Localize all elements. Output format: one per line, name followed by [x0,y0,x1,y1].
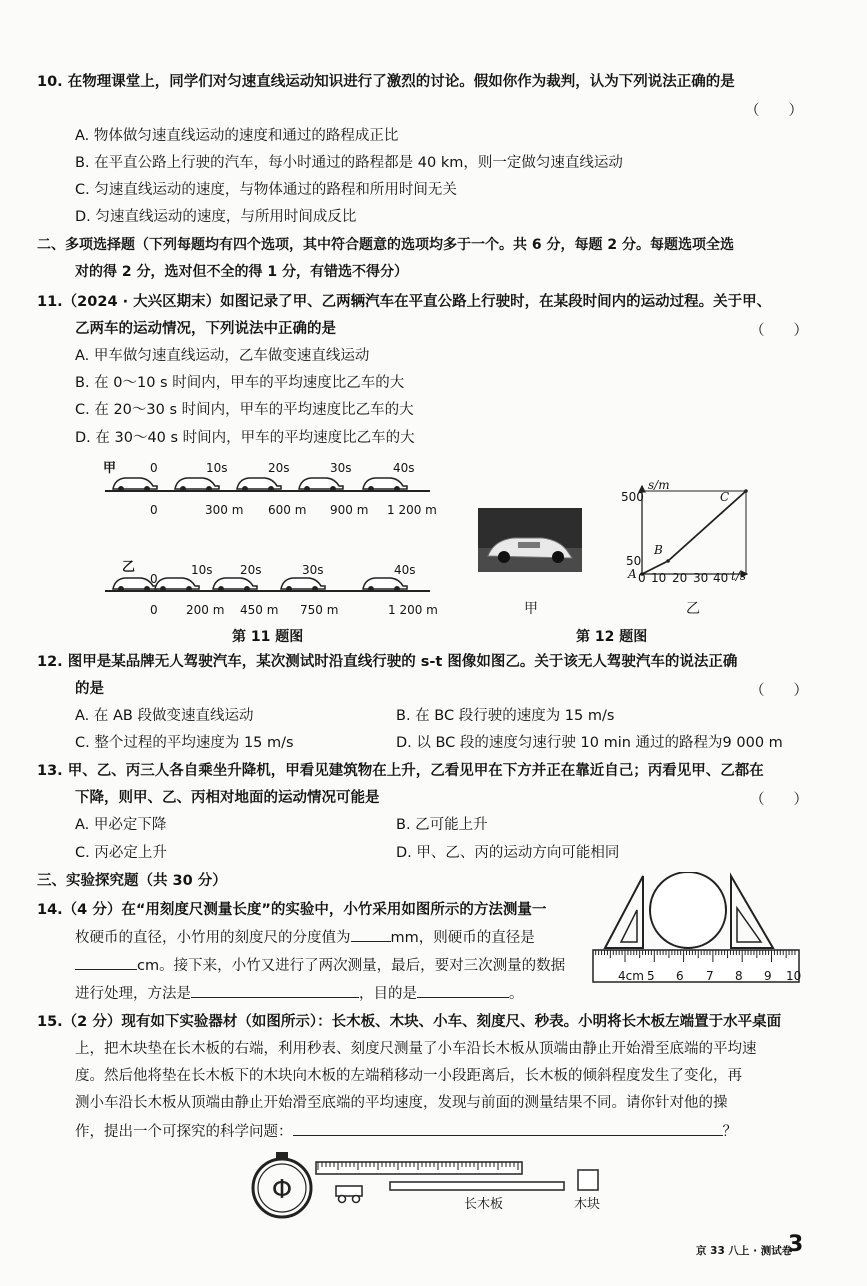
q14-text-4c: 。 [509,986,524,1002]
time-b-20: 20s [240,563,262,577]
point-C [744,489,748,493]
q12-option-c: C. 整个过程的平均速度为 15 m/s [75,735,294,751]
section3-heading: 三、实验探究题（共 30 分） [37,873,227,889]
point-c-label: C [720,490,730,504]
x-tick-40: 40 [713,571,729,585]
q15-line3: 度。然后他将垫在长木板下的木块向木板的左端稍移动一小段距离后，长木板的倾斜程度发生了变化，再 [75,1068,742,1084]
q12-answer-paren[interactable]: （ ） [750,683,808,699]
q11-stem-line1: 11.（2024 · 大兴区期末）如图记录了甲、乙两辆汽车在平直公路上行驶时，在某段时间内的运动过程。关于甲、 [37,294,772,310]
q15-text-5b: ？ [722,1124,737,1140]
page-number: 3 [788,1232,804,1257]
long-board [390,1182,564,1190]
q14-text-3a: cm。接下来，小竹又进行了两次测量，最后，要对三次测量的数据 [137,958,566,974]
q11-option-c: C. 在 20～30 s 时间内，甲车的平均速度比乙车的大 [75,402,414,418]
q15-line2: 上，把木块垫在长木板的右端，利用秒表、刻度尺测量了小车沿长木板从顶端由静止开始滑至底端的平均速 [75,1041,757,1057]
time-b-10: 10s [191,563,213,577]
dist-b-450: 450 m [240,603,279,617]
stopwatch-icon [253,1152,311,1217]
dist-b-0: 0 [150,603,158,617]
y-tick-50: 50 [626,554,642,568]
time-b-0: 0 [150,572,158,586]
q14-line2 [75,927,535,948]
ruler-label-7: 7 [706,969,714,983]
q10-option-b: B. 在平直公路上行驶的汽车，每小时通过的路程都是 40 km，则一定做匀速直线运动 [75,155,623,171]
q14-text-4a: 进行处理，方法是 [75,986,191,1002]
x-tick-10: 10 [651,571,667,585]
svg-text:Φ: Φ [271,1175,293,1205]
q13-option-c: C. 丙必定上升 [75,845,167,861]
time-b-40: 40s [394,563,416,577]
point-a-label: A [628,567,637,581]
dist-a-300: 300 m [205,503,244,517]
q10-stem: 10. 在物理课堂上，同学们对匀速直线运动知识进行了激烈的讨论。假如你作为裁判，认为下列说法正确的是 [37,74,735,90]
q12-stem-line1: 12. 图甲是某品牌无人驾驶汽车，某次测试时沿直线行驶的 s-t 图像如图乙。关于该无人驾驶汽车的说法正确 [37,654,738,670]
q12-option-a: A. 在 AB 段做变速直线运动 [75,708,254,724]
q14-line4 [75,983,524,1004]
q11-option-a: A. 甲车做匀速直线运动，乙车做变速直线运动 [75,348,370,364]
ruler-label-5: 5 [647,969,655,983]
dist-a-0: 0 [150,503,158,517]
q15-line5 [75,1121,737,1142]
cart-icon [336,1186,362,1203]
ruler-label-9: 9 [764,969,772,983]
y-tick-500: 500 [621,490,644,504]
q14-blank-diameter[interactable] [75,955,137,970]
q14-line1: 14.（4 分）在“用刻度尺测量长度”的实验中，小竹采用如图所示的方法测量一 [37,902,547,918]
section2-heading-line1: 二、多项选择题（下列每题均有四个选项，其中符合题意的选项均多于一个。共 6 分，每题 2 分。每题选项全选 [37,237,734,253]
label-long-board: 长木板 [464,1197,504,1212]
q15-line4: 测小车沿长木板从顶端由静止开始滑至底端的平均速度，发现与前面的测量结果不同。请你针对他的操 [75,1095,728,1111]
q12-option-d: D. 以 BC 段的速度匀速行驶 10 min 通过的路程为9 000 m [396,735,783,751]
self-driving-car-photo [478,508,582,572]
car-a-label: 甲 [103,461,117,476]
point-B [666,559,670,563]
q13-answer-paren[interactable]: （ ） [750,792,808,808]
q14-text-2b: mm，则硬币的直径是 [390,930,535,946]
left-set-square [605,876,643,948]
q15-text-5a: 作，提出一个可探究的科学问题： [75,1124,293,1140]
q13-stem-line1: 13. 甲、乙、丙三人各自乘坐升降机，甲看见建筑物在上升，乙看见甲在下方并正在靠近自己；丙看见甲、乙都在 [37,763,764,779]
q14-line3 [75,955,565,976]
q12-option-b: B. 在 BC 段行驶的速度为 15 m/s [396,708,615,724]
q11-figure-caption: 第 11 题图 [232,629,304,645]
dist-a-900: 900 m [330,503,369,517]
q10-answer-paren[interactable]: （ ） [745,103,803,119]
q14-blank-division[interactable] [351,927,391,942]
q10-option-a: A. 物体做匀速直线运动的速度和通过的路程成正比 [75,128,399,144]
time-a-20: 20s [268,461,290,475]
q11-option-b: B. 在 0～10 s 时间内，甲车的平均速度比乙车的大 [75,375,405,391]
time-a-10: 10s [206,461,228,475]
q15-line1: 15.（2 分）现有如下实验器材（如图所示）：长木板、木块、小车、刻度尺、秒表。小明将长木板左端置于水平桌面 [37,1014,782,1030]
q13-option-d: D. 甲、乙、丙的运动方向可能相同 [396,845,620,861]
footer-tag: 京 33 八上 · 测试卷 [696,1245,793,1257]
time-a-0: 0 [150,461,158,475]
q14-text-2a: 枚硬币的直径，小竹用的刻度尺的分度值为 [75,930,351,946]
x-axis-label: t/s [731,569,747,583]
car-a [113,478,157,492]
road-a [105,478,430,492]
wood-block [578,1170,598,1190]
dist-a-600: 600 m [268,503,307,517]
y-axis-label: s/m [648,478,670,492]
q14-blank-method[interactable] [191,983,359,998]
label-wood-block: 木块 [574,1197,601,1212]
ruler-tool [316,1162,522,1174]
q14-blank-purpose[interactable] [417,983,509,998]
dist-b-750: 750 m [300,603,339,617]
q12-stem-line2: 的是 [75,681,104,697]
x-tick-20: 20 [672,571,688,585]
q14-text-4b: ，目的是 [359,986,417,1002]
ruler-label-10: 10 [786,969,802,983]
apparatus-figure [250,1150,610,1220]
q13-option-a: A. 甲必定下降 [75,817,167,833]
q15-blank-question[interactable] [293,1121,723,1136]
segment-BC [668,491,746,561]
q13-stem-line2: 下降，则甲、乙、丙相对地面的运动情况可能是 [75,790,380,806]
graph-label: 乙 [686,601,700,617]
q11-answer-paren[interactable]: （ ） [750,323,808,339]
origin-label: 0 [638,571,646,585]
q11-option-d: D. 在 30～40 s 时间内，甲车的平均速度比乙车的大 [75,430,415,446]
time-a-40: 40s [393,461,415,475]
photo-label: 甲 [524,601,538,617]
ruler-label-6: 6 [676,969,684,983]
coin [650,872,726,948]
q10-option-d: D. 匀速直线运动的速度，与所用时间成反比 [75,209,357,225]
dist-b-200: 200 m [186,603,225,617]
ruler-label-4cm: 4cm [618,969,644,983]
time-a-30: 30s [330,461,352,475]
q12-figure-caption: 第 12 题图 [576,629,648,645]
section2-heading-line2: 对的得 2 分，选对但不全的得 1 分，有错选不得分） [75,264,408,280]
right-set-square [731,876,773,948]
dist-b-1200: 1 200 m [388,603,438,617]
q11-stem-line2: 乙两车的运动情况，下列说法中正确的是 [75,321,336,337]
time-b-30: 30s [302,563,324,577]
car-b-label: 乙 [122,560,136,575]
q10-option-c: C. 匀速直线运动的速度，与物体通过的路程和所用时间无关 [75,182,457,198]
q13-option-b: B. 乙可能上升 [396,817,488,833]
ruler-label-8: 8 [735,969,743,983]
point-b-label: B [654,543,663,557]
dist-a-1200: 1 200 m [387,503,437,517]
x-tick-30: 30 [693,571,709,585]
